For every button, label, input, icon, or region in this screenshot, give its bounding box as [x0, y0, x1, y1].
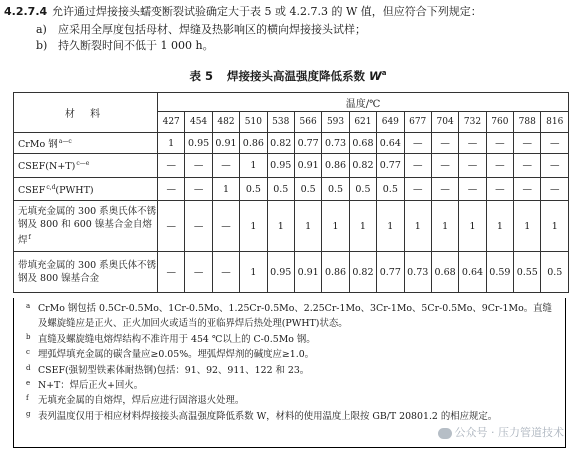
- factor-cell: 1: [541, 201, 569, 252]
- clause-number: 4.2.7.4: [4, 5, 48, 18]
- factor-cell: 0.82: [349, 252, 376, 293]
- factor-cell: 0.95: [185, 133, 212, 154]
- table-row: [14, 201, 569, 252]
- list-item-text: 持久断裂时间不低于 1 000 h。: [58, 39, 214, 52]
- temperature-header-cell: 621: [349, 112, 376, 133]
- temperature-header-cell: 566: [294, 112, 321, 133]
- list-item-text: 应采用全厚度包括母材、焊缝及热影响区的横向焊接接头试样；: [58, 23, 366, 36]
- factor-cell: 0.77: [294, 133, 321, 154]
- temperature-header-cell: 788: [514, 112, 541, 133]
- material-name: CSEF: [18, 185, 46, 197]
- factor-cell: —: [459, 154, 486, 178]
- list-item-label: a): [36, 23, 47, 36]
- factor-cell: 0.73: [322, 133, 349, 154]
- table-symbol-sup: a: [381, 69, 387, 78]
- temperature-header-cell: 482: [212, 112, 239, 133]
- material-name: CSEF(N+T): [18, 161, 76, 173]
- footnote-mark: e: [26, 379, 31, 388]
- reduction-factor-table: [13, 92, 569, 293]
- watermark-text: 公众号 · 压力管道技术: [454, 426, 564, 439]
- list-item-label: b): [36, 39, 48, 52]
- factor-cell: 0.5: [267, 178, 294, 201]
- material-name: 无填充金属的 300 系奥氏体不锈钢及 800 和 600 镍基合金自熔焊: [18, 205, 157, 247]
- factor-cell: —: [514, 133, 541, 154]
- factor-cell: —: [158, 201, 185, 252]
- factor-cell: 0.5: [377, 178, 404, 201]
- factor-cell: 1: [322, 201, 349, 252]
- factor-cell: —: [404, 133, 431, 154]
- table-caption: [0, 68, 576, 84]
- table-row: [14, 154, 569, 178]
- factor-cell: 0.5: [349, 178, 376, 201]
- factor-cell: —: [514, 154, 541, 178]
- temperature-header-cell: 510: [240, 112, 267, 133]
- factor-cell: 0.68: [349, 133, 376, 154]
- factor-cell: —: [486, 133, 513, 154]
- footnote-reference: a—c: [58, 137, 72, 145]
- factor-cell: —: [431, 154, 458, 178]
- factor-cell: —: [158, 252, 185, 293]
- footnote: [26, 347, 559, 362]
- material-name: CrMo 钢: [18, 139, 58, 151]
- footnote-mark: c: [26, 348, 30, 357]
- temperature-header-cell: 593: [322, 112, 349, 133]
- factor-cell: 1: [212, 178, 239, 201]
- factor-cell: 0.82: [267, 133, 294, 154]
- temperature-header-cell: 454: [185, 112, 212, 133]
- factor-cell: 0.5: [240, 178, 267, 201]
- factor-cell: —: [212, 154, 239, 178]
- factor-cell: 1: [486, 201, 513, 252]
- material-suffix: (PWHT): [55, 185, 94, 197]
- temperature-header-cell: 732: [459, 112, 486, 133]
- footnote-mark: a: [26, 302, 31, 310]
- clause-text: 允许通过焊接接头蠕变断裂试验确定大于表 5 或 4.2.7.3 的 W 值，但应符合下列规定：: [52, 5, 482, 18]
- footnote-text: CSEF(强韧型铁素体耐热钢)包括：91、92、911、122 和 23。: [38, 364, 310, 376]
- factor-cell: 1: [158, 133, 185, 154]
- factor-cell: 0.86: [322, 252, 349, 293]
- factor-cell: 0.73: [404, 252, 431, 293]
- factor-cell: —: [185, 154, 212, 178]
- factor-cell: —: [541, 178, 569, 201]
- footnote-mark: f: [26, 394, 29, 403]
- temperature-header-cell: 677: [404, 112, 431, 133]
- temperature-header-cell: 538: [267, 112, 294, 133]
- factor-cell: —: [431, 178, 458, 201]
- factor-cell: 0.59: [486, 252, 513, 293]
- temperature-header-cell: 649: [377, 112, 404, 133]
- factor-cell: —: [486, 154, 513, 178]
- factor-cell: —: [541, 133, 569, 154]
- footnote-mark: d: [26, 363, 31, 372]
- footnote: [26, 301, 559, 332]
- footnote: [26, 332, 559, 347]
- factor-cell: 0.5: [322, 178, 349, 201]
- factor-cell: —: [212, 252, 239, 293]
- table-title: 焊接接头高温强度降低系数: [227, 69, 366, 83]
- footnote-text: 无填充金属的自熔焊，焊后应进行固溶退火处理。: [38, 395, 245, 407]
- factor-cell: —: [431, 133, 458, 154]
- material-cell: [14, 252, 158, 293]
- factor-cell: —: [185, 201, 212, 252]
- list-item-b: [36, 38, 214, 53]
- factor-cell: 1: [349, 201, 376, 252]
- footnote-reference: c,d: [46, 183, 56, 191]
- clause-4-2-7-4: [4, 4, 482, 19]
- footnote-text: 直缝及螺旋缝电熔焊结构不准许用于 454 ℃以上的 C-0.5Mo 钢。: [38, 333, 316, 345]
- material-cell: [14, 133, 158, 154]
- temperature-header-cell: 704: [431, 112, 458, 133]
- factor-cell: 0.95: [267, 154, 294, 178]
- factor-cell: 0.91: [212, 133, 239, 154]
- factor-cell: 0.82: [349, 154, 376, 178]
- factor-cell: 0.55: [514, 252, 541, 293]
- factor-cell: 0.95: [267, 252, 294, 293]
- material-name: 带填充金属的 300 系奥氏体不锈钢及 800 镍基合金: [18, 260, 157, 284]
- factor-cell: —: [404, 154, 431, 178]
- factor-cell: 1: [431, 201, 458, 252]
- footnote-mark: b: [26, 332, 31, 341]
- factor-cell: 1: [377, 201, 404, 252]
- factor-cell: 1: [514, 201, 541, 252]
- temperature-header-cell: 427: [158, 112, 185, 133]
- table-header-row: [14, 93, 569, 112]
- factor-cell: —: [514, 178, 541, 201]
- factor-cell: 1: [294, 201, 321, 252]
- footnote: [26, 378, 559, 393]
- factor-cell: 1: [240, 252, 267, 293]
- factor-cell: 0.5: [294, 178, 321, 201]
- temperature-header-cell: 760: [486, 112, 513, 133]
- factor-cell: —: [541, 154, 569, 178]
- material-cell: [14, 154, 158, 178]
- factor-cell: —: [486, 178, 513, 201]
- factor-cell: 0.91: [294, 154, 321, 178]
- factor-cell: 1: [240, 154, 267, 178]
- factor-cell: 0.86: [240, 133, 267, 154]
- table-row: [14, 178, 569, 201]
- watermark: [438, 424, 565, 440]
- factor-cell: —: [212, 201, 239, 252]
- factor-cell: —: [459, 133, 486, 154]
- table-number: 表 5: [189, 69, 214, 83]
- footnote: [26, 393, 559, 408]
- wechat-icon: [438, 428, 452, 439]
- factor-cell: 0.77: [377, 252, 404, 293]
- factor-cell: 1: [240, 201, 267, 252]
- factor-cell: 0.77: [377, 154, 404, 178]
- table-row: [14, 133, 569, 154]
- material-cell: [14, 201, 158, 252]
- table-symbol: W: [369, 69, 382, 83]
- header-material: 材 料: [14, 93, 158, 133]
- footnote: [26, 409, 559, 424]
- factor-cell: —: [404, 178, 431, 201]
- table-row: [14, 252, 569, 293]
- footnote-text: 埋弧焊填充金属的碳含量应≥0.05%。埋弧焊焊剂的碱度应≥1.0。: [38, 349, 315, 361]
- factor-cell: 0.64: [377, 133, 404, 154]
- factor-cell: 0.68: [431, 252, 458, 293]
- factor-cell: —: [185, 252, 212, 293]
- header-temperature: 温度/℃: [158, 93, 569, 112]
- list-item-a: [36, 22, 366, 37]
- factor-cell: —: [158, 178, 185, 201]
- factor-cell: —: [185, 178, 212, 201]
- factor-cell: 0.91: [294, 252, 321, 293]
- footnote-mark: g: [26, 409, 31, 418]
- footnote-text: CrMo 钢包括 0.5Cr-0.5Mo、1Cr-0.5Mo、1.25Cr-0.5Mo、2.25Cr-1Mo、3Cr-1Mo、5Cr-0.5Mo、9Cr-1Mo。直缝及螺旋缝应是正火、正火加回火或适当的亚临界焊后热处理(PWHT)状态。: [38, 303, 552, 330]
- factor-cell: —: [459, 178, 486, 201]
- factor-cell: 0.86: [322, 154, 349, 178]
- temperature-header-cell: 816: [541, 112, 569, 133]
- factor-cell: —: [158, 154, 185, 178]
- footnote-reference: f: [28, 233, 31, 241]
- material-cell: [14, 178, 158, 201]
- factor-cell: 1: [459, 201, 486, 252]
- factor-cell: 1: [267, 201, 294, 252]
- footnote-text: N+T：焊后正火+回火。: [38, 380, 144, 392]
- factor-cell: 1: [404, 201, 431, 252]
- factor-cell: 0.64: [459, 252, 486, 293]
- factor-cell: 0.5: [541, 252, 569, 293]
- footnote-reference: c—e: [76, 160, 90, 168]
- footnote-text: 表列温度仅用于相应材料焊接接头高温强度降低系数 W，材料的使用温度上限按 GB/T 20801.2 的相应规定。: [38, 410, 498, 422]
- footnote: [26, 363, 559, 378]
